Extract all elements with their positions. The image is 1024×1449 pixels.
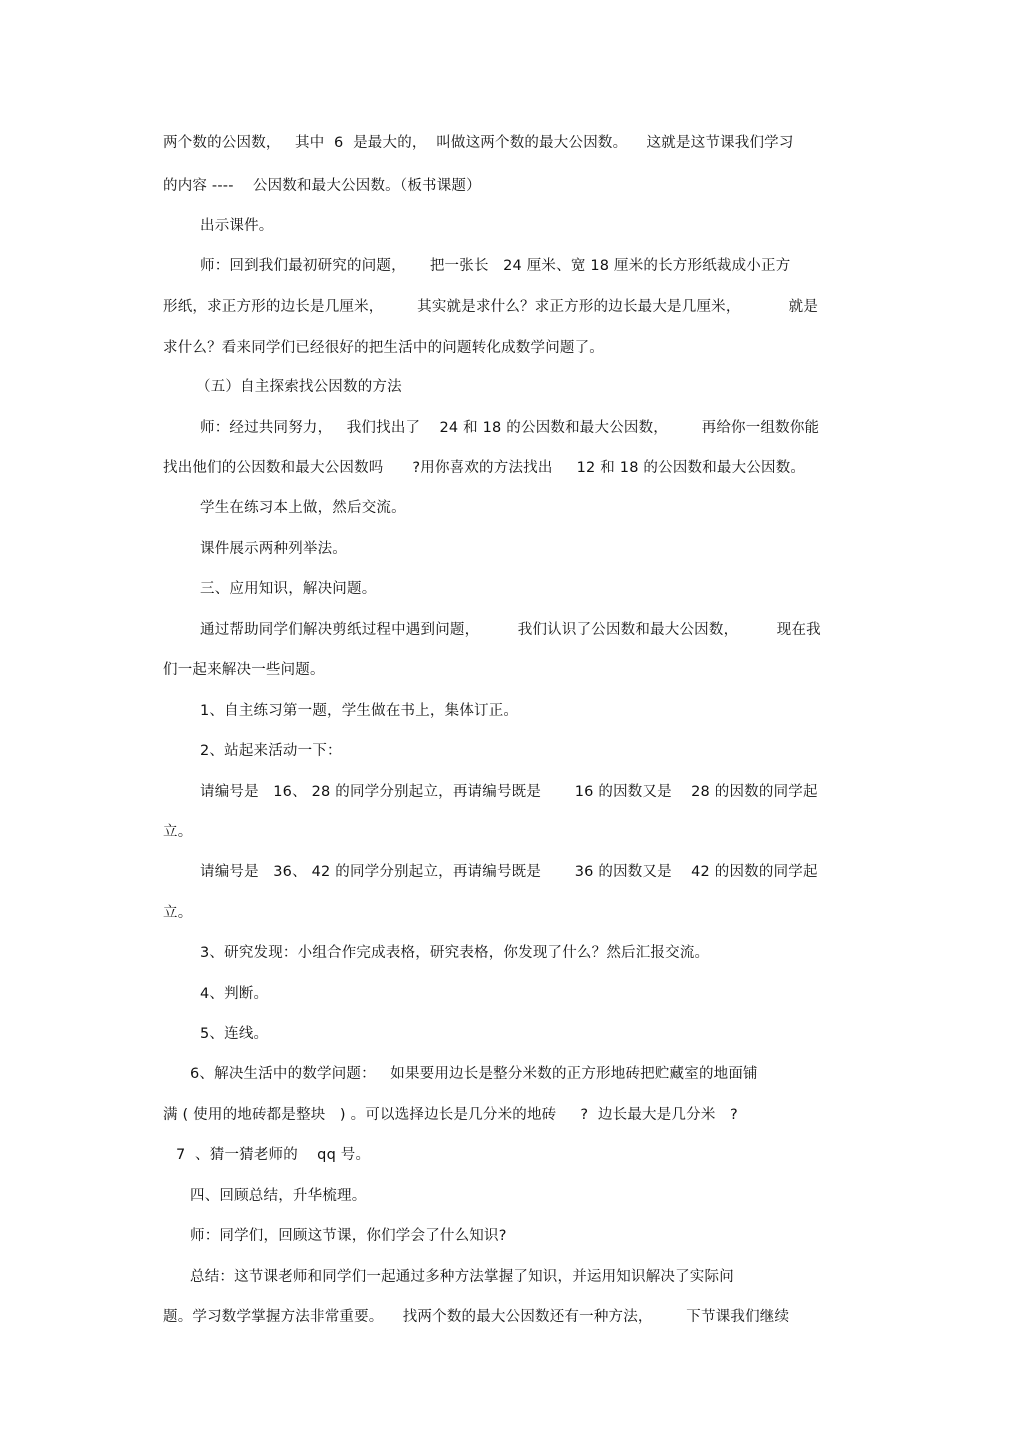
text-line: 总结：这节课老师和同学们一起通过多种方法掌握了知识，并运用知识解决了实际问 [190, 1269, 734, 1285]
text-line: 题。学习数学掌握方法非常重要。 找两个数的最大公因数还有一种方法， 下节课我们继续 [163, 1309, 790, 1325]
text-line: 3、研究发现：小组合作完成表格，研究表格，你发现了什么？然后汇报交流。 [200, 945, 710, 961]
text-line: 师：同学们，回顾这节课，你们学会了什么知识? [190, 1228, 507, 1244]
text-line: 7 、猜一猜老师的 qq 号。 [176, 1147, 371, 1163]
text-line: 通过帮助同学们解决剪纸过程中遇到问题， 我们认识了公因数和最大公因数， 现在我 [200, 622, 821, 638]
text-line: 两个数的公因数， 其中 6 是最大的， 叫做这两个数的最大公因数。 这就是这节课我们学习 [163, 135, 794, 151]
text-line: 请编号是 36、 42 的同学分别起立，再请编号既是 36 的因数又是 42 的因数的同学起 [200, 864, 818, 880]
text-line: 学生在练习本上做，然后交流。 [200, 500, 406, 516]
text-line: 立。 [163, 905, 193, 921]
text-line: 师：经过共同努力， 我们找出了 24 和 18 的公因数和最大公因数， 再给你一组数你能 [200, 420, 820, 436]
text-line: 师：回到我们最初研究的问题， 把一张长 24 厘米、宽 18 厘米的长方形纸裁成小正方 [200, 258, 791, 274]
text-line: 找出他们的公因数和最大公因数吗 ?用你喜欢的方法找出 12 和 18 的公因数和最大公因数。 [163, 460, 806, 476]
text-line: 的内容 ---- 公因数和最大公因数。（板书课题） [163, 178, 481, 194]
text-line: 2、站起来活动一下： [200, 743, 342, 759]
section-heading: （五）自主探索找公因数的方法 [196, 379, 402, 395]
text-line: 6、解决生活中的数学问题： 如果要用边长是整分米数的正方形地砖把贮藏室的地面铺 [190, 1066, 758, 1082]
text-line: 形纸，求正方形的边长是几厘米， 其实就是求什么？求正方形的边长最大是几厘米， 就是 [163, 299, 819, 315]
text-line: 求什么？看来同学们已经很好的把生活中的问题转化成数学问题了。 [163, 340, 604, 356]
text-line: 1、自主练习第一题，学生做在书上，集体订正。 [200, 703, 519, 719]
section-heading: 三、应用知识，解决问题。 [200, 581, 377, 597]
text-line: 4、判断。 [200, 986, 269, 1002]
text-line: 出示课件。 [200, 218, 274, 234]
text-line: 5、连线。 [200, 1026, 269, 1042]
text-line: 们一起来解决一些问题。 [163, 662, 325, 678]
text-line: 请编号是 16、 28 的同学分别起立，再请编号既是 16 的因数又是 28 的因数的同学起 [200, 784, 818, 800]
text-line: 满 ( 使用的地砖都是整块 ) 。可以选择边长是几分米的地砖 ? 边长最大是几分米 ? [163, 1107, 738, 1123]
section-heading: 四、回顾总结，升华梳理。 [190, 1188, 367, 1204]
text-line: 课件展示两种列举法。 [200, 541, 347, 557]
text-line: 立。 [163, 824, 193, 840]
